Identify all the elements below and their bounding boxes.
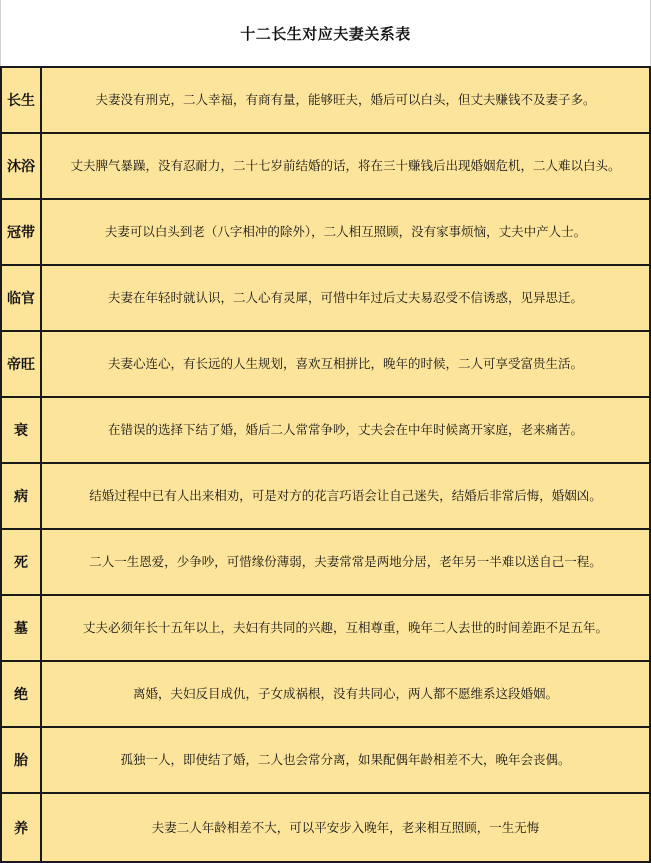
relation-table xyxy=(0,66,651,863)
table-row xyxy=(1,595,650,661)
stage-name: 长生 xyxy=(1,67,41,133)
stage-description: 离婚，夫妇反目成仇，子女成祸根，没有共同心，两人都不愿维系这段婚姻。 xyxy=(41,661,650,727)
stage-description: 二人一生恩爱，少争吵，可惜缘份薄弱，夫妻常常是两地分居，老年另一半难以送自己一程。 xyxy=(41,529,650,595)
stage-name: 病 xyxy=(1,463,41,529)
table-row xyxy=(1,199,650,265)
stage-name: 绝 xyxy=(1,661,41,727)
stage-name: 养 xyxy=(1,793,41,862)
table-row xyxy=(1,529,650,595)
table-row xyxy=(1,463,650,529)
stage-name: 沐浴 xyxy=(1,133,41,199)
stage-description: 夫妻在年轻时就认识，二人心有灵犀，可惜中年过后丈夫易忍受不信诱惑，见异思迁。 xyxy=(41,265,650,331)
stage-description: 在错误的选择下结了婚，婚后二人常常争吵，丈夫会在中年时候离开家庭，老来痛苦。 xyxy=(41,397,650,463)
table-title: 十二长生对应夫妻关系表 xyxy=(240,24,411,43)
table-row xyxy=(1,67,650,133)
table-row xyxy=(1,331,650,397)
stage-name: 死 xyxy=(1,529,41,595)
stage-description: 丈夫脾气暴躁，没有忍耐力，二十七岁前结婚的话，将在三十赚钱后出现婚姻危机，二人难以白头。 xyxy=(41,133,650,199)
table-row xyxy=(1,397,650,463)
table-row xyxy=(1,133,650,199)
table-row xyxy=(1,727,650,793)
table-row xyxy=(1,661,650,727)
stage-description: 结婚过程中已有人出来相劝，可是对方的花言巧语会让自己迷失，结婚后非常后悔，婚姻凶。 xyxy=(41,463,650,529)
table-title-row xyxy=(0,0,651,66)
stage-description: 夫妻二人年龄相差不大，可以平安步入晚年，老来相互照顾，一生无悔 xyxy=(41,793,650,862)
stage-description: 夫妻没有刑克，二人幸福，有商有量，能够旺夫，婚后可以白头，但丈夫赚钱不及妻子多。 xyxy=(41,67,650,133)
stage-description: 丈夫必须年长十五年以上，夫妇有共同的兴趣，互相尊重，晚年二人去世的时间差距不足五年。 xyxy=(41,595,650,661)
stage-description: 孤独一人，即使结了婚，二人也会常分离，如果配偶年龄相差不大，晚年会丧偶。 xyxy=(41,727,650,793)
stage-name: 临官 xyxy=(1,265,41,331)
stage-name: 衰 xyxy=(1,397,41,463)
table-row xyxy=(1,793,650,862)
stage-description: 夫妻心连心，有长远的人生规划，喜欢互相拼比，晚年的时候，二人可享受富贵生活。 xyxy=(41,331,650,397)
stage-name: 帝旺 xyxy=(1,331,41,397)
stage-description: 夫妻可以白头到老（八字相冲的除外），二人相互照顾，没有家事烦恼，丈夫中产人士。 xyxy=(41,199,650,265)
table-row xyxy=(1,265,650,331)
stage-name: 墓 xyxy=(1,595,41,661)
stage-name: 胎 xyxy=(1,727,41,793)
stage-name: 冠带 xyxy=(1,199,41,265)
